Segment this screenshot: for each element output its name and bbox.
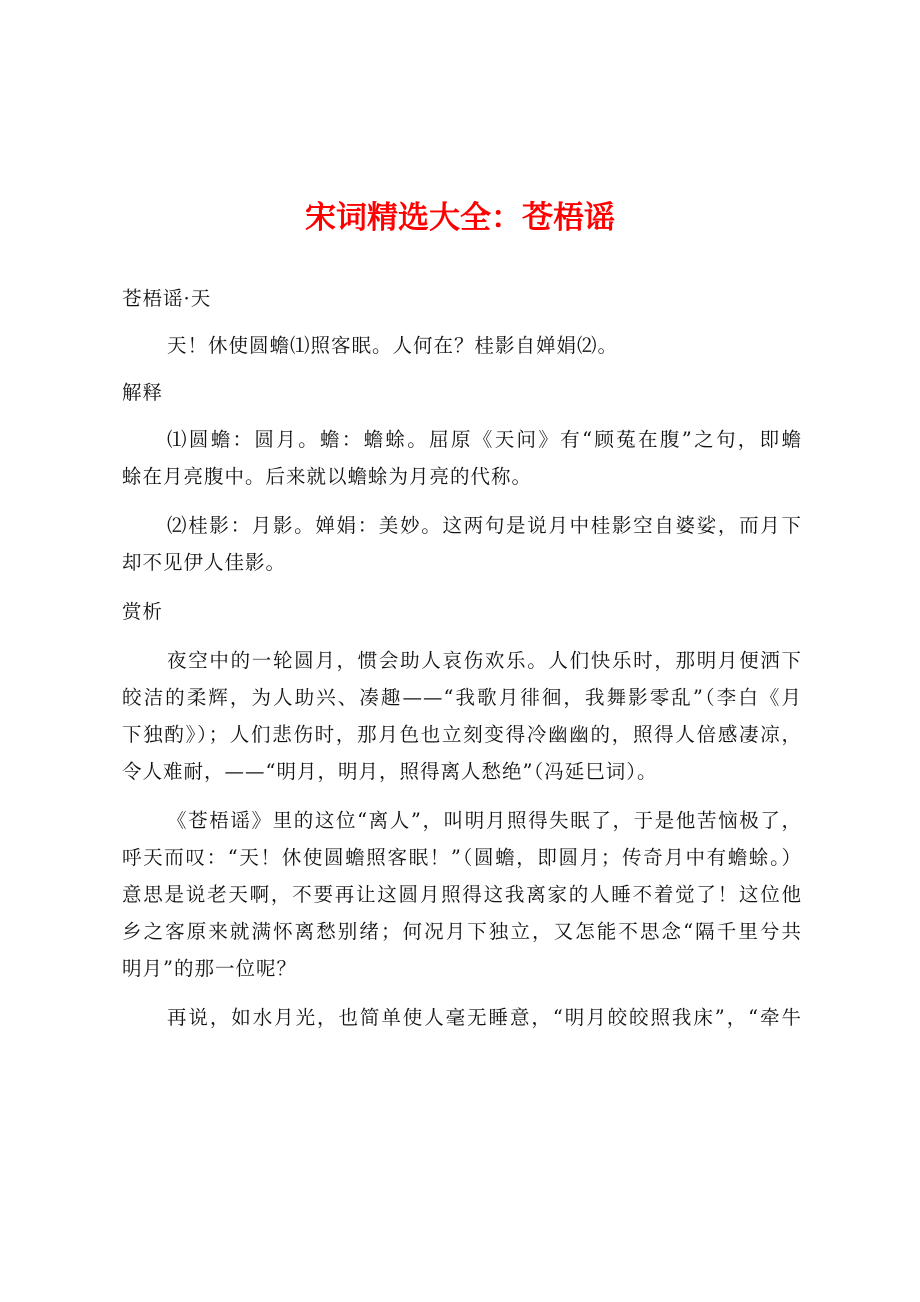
paragraph-2-line-4: 乡之客原来就满怀离愁别绪；何况月下独立，又怎能不思念“隔千里兮共 [122, 920, 802, 943]
paragraph-2-line-3: 意思是说老天啊，不要再让这圆月照得这我离家的人睡不着觉了！这位他 [122, 883, 802, 906]
appreciation-heading: 赏析 [122, 600, 164, 623]
note-2-line-2: 却不见伊人佳影。 [122, 551, 287, 574]
note-1-line-1: ⑴圆蟾：圆月。蟾：蟾蜍。屈原《天问》有“顾菟在腹”之句，即蟾 [167, 428, 802, 451]
poem-line: 天！休使圆蟾⑴照客眠。人何在？桂影自婵娟⑵。 [167, 334, 619, 357]
paragraph-1-line-2: 皎洁的柔辉，为人助兴、凑趣——“我歌月徘徊，我舞影零乱”（李白《月 [122, 686, 802, 709]
document-title: 宋词精选大全：苍梧谣 [305, 200, 615, 236]
document-body [122, 280, 802, 1036]
paragraph-1-line-1: 夜空中的一轮圆月，惯会助人哀伤欢乐。人们快乐时，那明月便洒下 [167, 649, 802, 672]
note-1-line-2: 蜍在月亮腹中。后来就以蟾蜍为月亮的代称。 [122, 465, 533, 488]
paragraph-2-line-2: 呼天而叹：“天！休使圆蟾照客眠！”（圆蟾，即圆月；传奇月中有蟾蜍。） [122, 846, 802, 869]
paragraph-3-line-1: 再说，如水月光，也简单使人毫无睡意，“明月皎皎照我床”，“牵牛 [167, 1006, 802, 1029]
paragraph-2-line-1: 《苍梧谣》里的这位“离人”，叫明月照得失眠了，于是他苦恼极了， [167, 809, 802, 832]
note-2-line-1: ⑵桂影：月影。婵娟：美妙。这两句是说月中桂影空自婆娑，而月下 [167, 514, 802, 537]
paragraph-1-line-3: 下独酌》）；人们悲伤时，那月色也立刻变得冷幽幽的，照得人倍感凄凉， [122, 723, 802, 746]
paragraph-2-line-5: 明月”的那一位呢？ [122, 957, 297, 980]
poem-heading: 苍梧谣·天 [122, 287, 212, 310]
paragraph-1-line-4: 令人难耐，——“明月，明月，照得离人愁绝”（冯延巳词）。 [122, 760, 658, 783]
notes-heading: 解释 [122, 381, 164, 404]
